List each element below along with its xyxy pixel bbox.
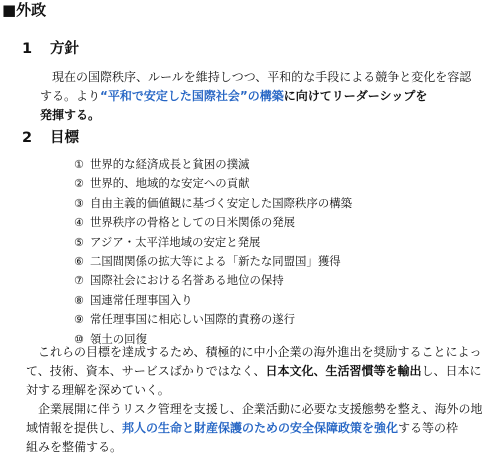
goal-number: ⑤: [74, 235, 84, 249]
section-heading-policy: [22, 40, 79, 58]
goal-text: 常任理事国に相応しい国際的責務の遂行: [90, 312, 296, 327]
goal-number: ④: [74, 216, 84, 230]
goal-item: [74, 252, 352, 271]
goal-text: アジア・太平洋地域の安定と発展: [90, 234, 261, 249]
goal-item: [74, 291, 352, 310]
goal-text: 世界的な経済成長と貧困の撲滅: [90, 157, 250, 171]
closing-text: し、日本に: [421, 364, 482, 378]
goal-number: ⑩: [74, 332, 84, 346]
policy-text: する。より: [40, 89, 101, 103]
policy-line: 発揮する。: [40, 108, 101, 122]
policy-emphasis: “平和で安定した国際社会”の構築: [100, 89, 284, 103]
goal-item: [74, 271, 352, 290]
closing-line: 企業展開に伴うリスク管理を支援し、企業活動に必要な支援態勢を整え、海外の地: [38, 402, 482, 416]
closing-text: て、技術、資本、サービスばかりではなく、: [26, 364, 266, 378]
section-title: 方針: [50, 41, 79, 57]
goal-text: 領土の回復: [90, 331, 147, 346]
closing-line: これらの目標を達成するため、積極的に中小企業の海外進出を奨励することによっ: [38, 345, 482, 359]
goal-item: [74, 233, 352, 252]
goal-item: [74, 213, 352, 232]
closing-line: [26, 362, 482, 381]
goal-number: ③: [74, 196, 84, 210]
goal-item: [74, 310, 352, 329]
section-heading-goals: [22, 129, 79, 147]
goal-text: 自由主義的価値観に基づく安定した国際秩序の構築: [90, 195, 352, 210]
goal-number: ⑧: [74, 293, 84, 307]
goal-item: [74, 155, 352, 174]
closing-line: 対する理解を深めていく。: [26, 383, 170, 397]
goal-number: ⑦: [74, 274, 84, 288]
policy-line: [40, 87, 440, 106]
goal-item: [74, 194, 352, 213]
goals-list: [74, 155, 352, 349]
policy-paragraph: [40, 68, 472, 125]
goal-text: 世界的、地域的な安定への貢献: [90, 176, 250, 191]
goal-number: ⑥: [74, 254, 84, 268]
section-number: 2: [22, 130, 33, 146]
goal-number: ②: [74, 177, 84, 191]
goal-text: 国連常任理事国入り: [90, 292, 193, 307]
goal-text: 二国間関係の拡大等による「新たな同盟国」獲得: [90, 253, 341, 268]
closing-line: 組みを整備する。: [26, 440, 123, 454]
goal-item: [74, 174, 352, 193]
closing-text: 域情報を提供し、: [26, 421, 123, 435]
closing-emphasis-blue: 邦人の生命と財産保護のための安全保障政策を強化: [122, 421, 399, 435]
closing-paragraphs: [26, 343, 482, 457]
closing-line: [26, 419, 459, 438]
goal-text: 国際社会における名誉ある地位の保持: [90, 273, 284, 288]
goal-number: ①: [74, 158, 84, 171]
closing-text: する等の枠: [398, 421, 459, 435]
policy-line: 現在の国際秩序、ルールを維持しつつ、平和的な手段による競争と変化を容認: [52, 70, 472, 84]
policy-text-bold: に向けてリーダーシップを: [283, 89, 428, 103]
goal-text: 世界秩序の骨格としての日米関係の発展: [90, 215, 296, 230]
goal-number: ⑨: [74, 313, 84, 327]
document-title: ■外政: [2, 1, 47, 19]
closing-emphasis: 日本文化、生活習慣等を輸出: [265, 364, 422, 378]
section-number: 1: [22, 41, 33, 57]
section-title: 目標: [50, 130, 79, 146]
